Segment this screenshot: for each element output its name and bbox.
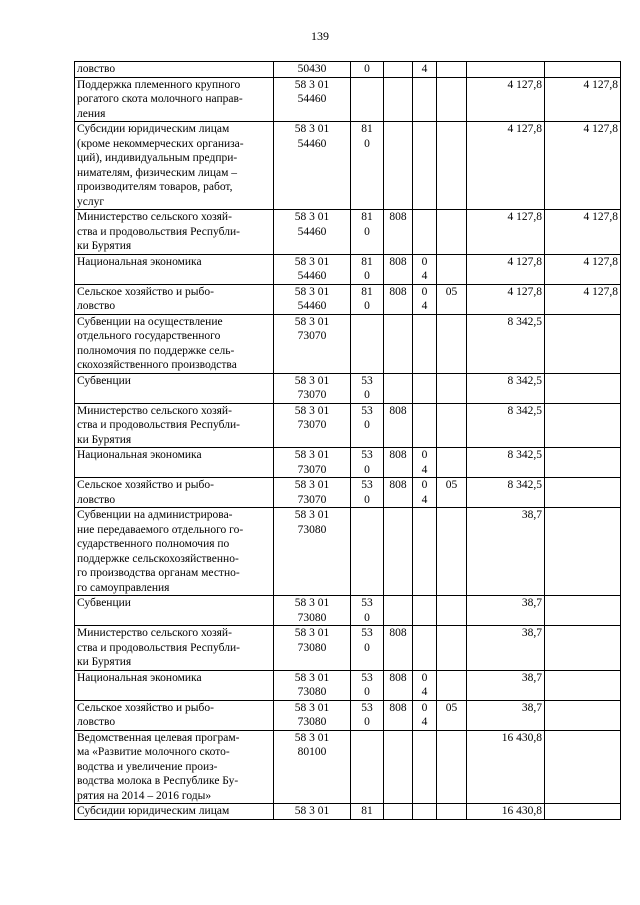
row-ministry: 808 [384, 700, 413, 730]
table-row [75, 284, 621, 314]
row-amount-1: 4 127,8 [467, 254, 545, 284]
row-section [413, 77, 437, 122]
row-expense-type: 81 0 [351, 210, 384, 255]
table-row [75, 508, 621, 596]
row-amount-2: 4 127,8 [545, 210, 621, 255]
row-amount-2 [545, 508, 621, 596]
row-name: Поддержка племенного крупного рогатого скота молочного направ- ления [75, 77, 274, 122]
row-name: Субвенции [75, 596, 274, 626]
row-subsection [437, 254, 467, 284]
row-expense-type: 81 0 [351, 254, 384, 284]
table-row [75, 122, 621, 210]
row-subsection [437, 804, 467, 820]
row-name: Субвенции на администрирова- ние передаваемого отдельного го- сударственного полномочия по поддержке сельскохозяйственно- го производства органам местно- го самоуправления [75, 508, 274, 596]
row-ministry [384, 508, 413, 596]
table-row [75, 373, 621, 403]
row-amount-1: 8 342,5 [467, 478, 545, 508]
row-subsection [437, 670, 467, 700]
row-subsection [437, 122, 467, 210]
row-section: 0 4 [413, 254, 437, 284]
row-expense-type: 53 0 [351, 626, 384, 671]
table-row [75, 670, 621, 700]
row-expense-type: 0 [351, 62, 384, 78]
budget-table [74, 61, 621, 820]
row-target-code: 58 3 01 73070 [274, 478, 351, 508]
row-expense-type: 53 0 [351, 478, 384, 508]
row-section [413, 730, 437, 804]
row-name: Министерство сельского хозяй- ства и продовольствия Республи- ки Бурятия [75, 210, 274, 255]
row-subsection [437, 508, 467, 596]
row-name: Сельское хозяйство и рыбо- ловство [75, 284, 274, 314]
row-section [413, 626, 437, 671]
table-row [75, 62, 621, 78]
table-row [75, 730, 621, 804]
row-ministry [384, 804, 413, 820]
row-section: 0 4 [413, 700, 437, 730]
row-expense-type: 81 0 [351, 284, 384, 314]
row-expense-type: 53 0 [351, 700, 384, 730]
row-amount-2 [545, 403, 621, 448]
row-amount-2: 4 127,8 [545, 254, 621, 284]
table-row [75, 804, 621, 820]
row-ministry: 808 [384, 403, 413, 448]
row-name: Сельское хозяйство и рыбо- ловство [75, 700, 274, 730]
row-expense-type [351, 314, 384, 373]
table-row [75, 210, 621, 255]
row-target-code: 58 3 01 54460 [274, 210, 351, 255]
row-expense-type [351, 77, 384, 122]
row-ministry [384, 122, 413, 210]
row-amount-2 [545, 62, 621, 78]
row-target-code: 58 3 01 73080 [274, 508, 351, 596]
table-row [75, 596, 621, 626]
row-amount-2 [545, 373, 621, 403]
row-name: Субвенции на осуществление отдельного государственного полномочия по поддержке сель- скохозяйственного производства [75, 314, 274, 373]
row-subsection [437, 62, 467, 78]
row-subsection [437, 596, 467, 626]
page-number: 139 [311, 29, 329, 43]
row-subsection [437, 626, 467, 671]
row-section [413, 596, 437, 626]
row-section [413, 403, 437, 448]
row-ministry [384, 62, 413, 78]
row-target-code: 58 3 01 73080 [274, 596, 351, 626]
row-amount-2: 4 127,8 [545, 122, 621, 210]
row-name: Министерство сельского хозяй- ства и продовольствия Республи- ки Бурятия [75, 403, 274, 448]
row-expense-type [351, 730, 384, 804]
row-section [413, 508, 437, 596]
row-amount-1: 38,7 [467, 508, 545, 596]
row-amount-1: 8 342,5 [467, 314, 545, 373]
row-amount-2 [545, 670, 621, 700]
row-amount-1: 4 127,8 [467, 122, 545, 210]
row-subsection [437, 730, 467, 804]
row-target-code: 58 3 01 73080 [274, 670, 351, 700]
row-amount-1: 38,7 [467, 700, 545, 730]
row-ministry [384, 314, 413, 373]
row-section: 0 4 [413, 478, 437, 508]
row-amount-2 [545, 478, 621, 508]
row-name: Ведомственная целевая програм- ма «Развитие молочного ското- водства и увеличение произ- водства молока в Республике Бу- рятия на 2014 – 2016 годы» [75, 730, 274, 804]
row-subsection [437, 448, 467, 478]
row-section [413, 210, 437, 255]
row-amount-2: 4 127,8 [545, 77, 621, 122]
row-name: Министерство сельского хозяй- ства и продовольствия Республи- ки Бурятия [75, 626, 274, 671]
row-subsection [437, 403, 467, 448]
row-amount-1: 38,7 [467, 626, 545, 671]
row-amount-1: 16 430,8 [467, 730, 545, 804]
row-target-code: 58 3 01 73080 [274, 700, 351, 730]
row-target-code: 58 3 01 73070 [274, 373, 351, 403]
row-target-code: 58 3 01 54460 [274, 77, 351, 122]
row-target-code: 58 3 01 73080 [274, 626, 351, 671]
row-amount-1: 8 342,5 [467, 373, 545, 403]
row-expense-type: 53 0 [351, 596, 384, 626]
row-section [413, 122, 437, 210]
row-amount-2 [545, 596, 621, 626]
table-row [75, 254, 621, 284]
row-name: Субсидии юридическим лицам [75, 804, 274, 820]
table-row [75, 314, 621, 373]
row-amount-2 [545, 626, 621, 671]
row-section [413, 314, 437, 373]
row-amount-2 [545, 804, 621, 820]
row-name: ловство [75, 62, 274, 78]
row-expense-type: 53 0 [351, 403, 384, 448]
row-ministry: 808 [384, 284, 413, 314]
row-name: Сельское хозяйство и рыбо- ловство [75, 478, 274, 508]
row-target-code: 58 3 01 80100 [274, 730, 351, 804]
table-row [75, 478, 621, 508]
table-row [75, 448, 621, 478]
row-amount-2: 4 127,8 [545, 284, 621, 314]
row-amount-1 [467, 62, 545, 78]
row-amount-1: 4 127,8 [467, 77, 545, 122]
row-ministry: 808 [384, 210, 413, 255]
row-expense-type: 81 0 [351, 122, 384, 210]
row-amount-1: 16 430,8 [467, 804, 545, 820]
row-expense-type [351, 508, 384, 596]
row-target-code: 58 3 01 73070 [274, 314, 351, 373]
row-ministry: 808 [384, 670, 413, 700]
row-ministry [384, 373, 413, 403]
row-target-code: 58 3 01 54460 [274, 122, 351, 210]
row-ministry: 808 [384, 448, 413, 478]
row-section [413, 373, 437, 403]
row-subsection [437, 210, 467, 255]
table-row [75, 626, 621, 671]
row-expense-type: 53 0 [351, 448, 384, 478]
row-amount-1: 38,7 [467, 670, 545, 700]
row-target-code: 58 3 01 73070 [274, 448, 351, 478]
row-ministry [384, 730, 413, 804]
row-subsection: 05 [437, 478, 467, 508]
row-subsection [437, 373, 467, 403]
row-amount-1: 4 127,8 [467, 284, 545, 314]
row-ministry [384, 596, 413, 626]
row-expense-type: 81 [351, 804, 384, 820]
table-row [75, 700, 621, 730]
row-name: Национальная экономика [75, 448, 274, 478]
row-section: 0 4 [413, 284, 437, 314]
table-row [75, 403, 621, 448]
row-subsection: 05 [437, 284, 467, 314]
row-amount-2 [545, 448, 621, 478]
row-section: 0 4 [413, 448, 437, 478]
row-section: 0 4 [413, 670, 437, 700]
row-subsection: 05 [437, 700, 467, 730]
row-amount-2 [545, 314, 621, 373]
row-target-code: 50430 [274, 62, 351, 78]
row-amount-1: 8 342,5 [467, 403, 545, 448]
row-ministry: 808 [384, 478, 413, 508]
row-target-code: 58 3 01 54460 [274, 254, 351, 284]
row-name: Субвенции [75, 373, 274, 403]
table-row [75, 77, 621, 122]
row-subsection [437, 77, 467, 122]
row-expense-type: 53 0 [351, 373, 384, 403]
row-target-code: 58 3 01 73070 [274, 403, 351, 448]
row-ministry [384, 77, 413, 122]
row-amount-1: 8 342,5 [467, 448, 545, 478]
row-amount-1: 4 127,8 [467, 210, 545, 255]
row-target-code: 58 3 01 [274, 804, 351, 820]
row-expense-type: 53 0 [351, 670, 384, 700]
row-amount-1: 38,7 [467, 596, 545, 626]
row-target-code: 58 3 01 54460 [274, 284, 351, 314]
row-amount-2 [545, 730, 621, 804]
row-name: Национальная экономика [75, 670, 274, 700]
row-ministry: 808 [384, 626, 413, 671]
row-name: Национальная экономика [75, 254, 274, 284]
row-amount-2 [545, 700, 621, 730]
row-ministry: 808 [384, 254, 413, 284]
row-section: 4 [413, 62, 437, 78]
row-name: Субсидии юридическим лицам (кроме некоммерческих организа- ций), индивидуальным предпри- нимателям, физическим лицам – производителям товаров, работ, услуг [75, 122, 274, 210]
row-section [413, 804, 437, 820]
row-subsection [437, 314, 467, 373]
